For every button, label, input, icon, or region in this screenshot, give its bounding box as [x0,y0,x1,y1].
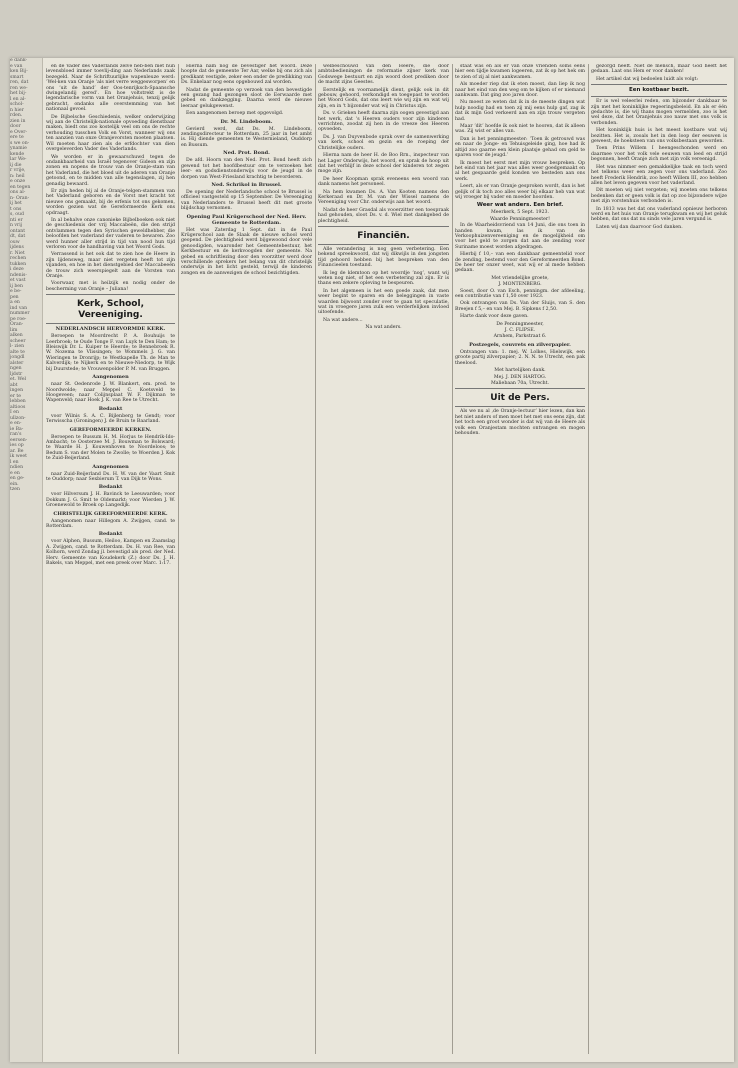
paragraph: Harte dank voor deze gaven. [460,314,529,320]
margin-text-fragment: ik weet [10,454,27,459]
paragraph: Ook ontvangen van Ds. Van der Sluijs, van S. den Breejen f 5,– en van Mej. B. Sipkens f 2,50. [455,301,585,312]
rule [46,294,175,295]
margin-text-fragment: ljdstr [10,371,23,377]
margin-text-fragment: smart [10,74,24,80]
column-separator [588,64,589,1054]
subheading: Bedankt [98,531,123,538]
margin-text-fragment: ran's [10,432,22,437]
subheading: Aangenomen [92,374,129,381]
subheading: Dr. M. Lindeboom. [220,118,273,125]
subheading: GEREFORMEERDE KERKEN. [69,426,152,433]
paragraph: Soest, door O. van Esch, penningm. der afdeeling, een contributie van f 1,50 over 1923. [455,288,585,300]
subheading: Aangenomen [92,463,129,470]
paragraph: Hierna nam nog de bevestiger het woord. Deze hoopte dat de gemeente Ter Aar, welke bij ons zich als predikant vestigde, zeker een onder de predikking van Ds. Enkelaar nog eens opgebouwd zal worden. [181,64,312,86]
treasurer-name: J. C. FLIPSE. [504,328,536,334]
postal-address: Maliebaan 70a, Utrecht. [490,380,550,386]
paragraph: Eerstelijk en voornamelijk dient, gelijk ook in dit gebouw, gehoord, verkondigd en toegepast te worden het Woord Gods, dat ons leert wie wij zijn en wat wij zijn, en in 't bijzonder wat wij in Christus zijn. [318,87,449,109]
paragraph: Ds. v. Grieken heeft daarna zijn oogen gevestigd aan het werk, dat 's Heeren ouders voor zijn kinderen verrichten, zoodat zij hen in de vreeze des Heeren opvoeden. [318,111,449,133]
margin-text-fragment: kende [10,151,25,157]
letter-salutation: Waarde Penningmeester! [490,216,550,222]
margin-text-fragment: n: heil [10,173,25,179]
margin-text-fragment: alte te [10,349,25,355]
margin-text-fragment: ingen [10,388,24,393]
margin-text-fragment: ken Bij- [10,69,28,74]
paragraph: In het algemeen is het een goede zaak, dat men weer begint te sparen en de beleggingen in vaste waarden bijwoont zonder over te gaan tot speculatie, wat in vroegere jaren zulk een verderfelijken invloed uitoefende. [318,288,449,316]
subheading: Ned. Schrikol in Brussel. [211,181,282,188]
paragraph: Hierna nam de heer H. de Boo Rrn., inspecteur van het Lager Onderwijs, het woord, en sprak de hoop uit dat het verblijf in deze school der kinderen tot zegen moge zijn. [318,153,449,175]
margin-text-fragment: er te [10,393,21,399]
margin-text-fragment: rechen [10,256,27,261]
paragraph: In 1813 was het dat ons vaderland opnieuw herboren werd en het huis van Oranje terugkwam en wij het geluk hebben, dat ons dat nu sinds vele jaren vergund is. [591,206,727,223]
paragraph: Nu moest ze weten dat ik in de meeste dingen wat hulp noodig had en toen zij mij eens hulp gaf, zag ik dat ik mijn God verkeerd aan en zijn trouw vergeten had. [455,100,585,122]
paragraph: Het was Zaterdag 1 Sept. dat in de Paul Krügerschool aan de Slaak de nieuwe school werd geopend. De plechtigheid werd bijgewoond door vele genoodigden, waaronder het Gemeentebestuur, het Kerkbestuur en de kerkvoogden der gemeente. Na gebed en schriftlezing door den voorzitter werd door verschillende sprekers het belang van dit christelijk onderwijs in het licht gesteld, terwijl de kinderen zongen en de aanwezigen de school bezichtigden. [181,227,312,276]
paragraph: Een aangenomen beroep met opgevolgd. [186,111,284,117]
paragraph: Verrassend is het ook dat te zien hoe de Heere in zijn lijdensweg, maar niet vergeten heeft tot zijn vijanden, en hoe in het dienstgebied der Maccabeeën de trouw zich weerspiegelt aan de Vorsten van Oranje. [46,252,175,280]
margin-text-fragment: pe roe- [10,316,27,322]
margin-text-fragment: schol- [10,102,24,107]
margin-text-fragment: n hier [10,107,24,113]
paragraph: voor Wilnis S. A. C. Bijlenberg te Gendt; voor Terwisscha (Groningen) J. de Bruin te Baarland. [46,413,175,425]
section-title: Kerk, School, Vereeniging. [77,299,144,321]
paragraph: voor Alphen, Bussum, Heiloo, Kampen en Zaamslag A. Zwijgen, cand. te Rotterdam. Ds. H. van Ree, van Kolhorn, werd Zondag jl. bevestigd als pred. der Ned. Herv. Gemeente van Koudekerk (Z.) door Ds. J. H. Bakels, van Meppel, met een preek over Marc. 1:17. [46,539,175,567]
margin-text-fragment: l en [10,459,19,465]
margin-text-fragment: ere te [10,135,24,140]
margin-text-fragment: ij ben [10,283,23,289]
margin-text-fragment: door [10,124,21,129]
letter-signature: J. MONTENBERG. [498,282,542,288]
margin-text-fragment: s, oud [10,212,24,217]
margin-text-fragment: ons al- [10,190,26,195]
paragraph: Nadat de gemeente op verzoek van den bevestigde een gezang had gezongen sloot de Eerwaarde met gebed en dankzegging. Daarna werd de nieuwe leeraar gelukgewenst. [181,87,312,109]
paragraph: Er is wel veleerlei reden, om bijzonder dankbaar te zijn met het koninklijke regeeringsbeleid. En als er één gedachte is, die wij thans mogen vermelden, zoo is het wel deze, dat het Oranjehuis zoo nauw met ons volk is verbonden. [591,99,727,126]
financial-title: Financiën. [357,230,410,241]
rule [318,226,449,227]
paragraph: Maar ‘dit’ hoefde ik ook niet te hooren, dat ik alleen was. Zij wist er alles van. [455,124,585,135]
margin-text-fragment: ndenis- [10,272,27,278]
paragraph: Als moeder riep dat ik eten moest, dan liep ik nog naar het eind van den weg om te kijken of er niemand aankwam. Dat ging zoo jaren door. [455,82,585,99]
paragraph: naar Zuid-Beijerland Ds. H. W. van der Vaart Smit te Ouddorp; naar Sexbierum T. van Dijk te Wons. [46,471,175,482]
paragraph: en de Vader des Vaderlands zelve heb-ben met hun levensbloed immer toevlij-ding aan Nederlands zaak bezegeld. Naar de Schriftuurlijke wapenleuze werd: ‘Wel-ken van Oranje ‘als niet verre weggesworpen’ en ons ‘uit de hand’ der Oos-tenrijksch-Spaansche dwingelandij gered’. En hoe voltstrekt is de legendarische vorm van het Oranjehuis, tenzij gelijk gebracht, ondanks alle overstemming van het nationaal gevoel. [46,64,175,113]
margin-text-fragment: tukken [10,261,27,267]
paragraph: Ontvangen van: 1. mej. W. Lolkes, Hielswijk, een groote partij zilverpapier; 2. N. N. te Utrecht, een pak theelood. [455,349,585,366]
paragraph: In al behalve onze canonieke Bijbelboeken ook niet de geschiedenis der vrij Maccabeën, die den strijd ontvlammen tegen den Syrischen geweldhebber, die beloofden het vaderland der vaderen te bewaren. Zoo werd hunner aller strijd in tijd van nood hun tijd verloren voor de handhaving van het Woord Gods. [46,217,175,250]
subheading: Ned. Prot. Bond. [223,150,270,157]
rule [591,84,727,85]
treasurer-label: De Penningmeester, [496,321,544,327]
paragraph: Dit moeten wij niet vergeten; wij moeten ons telkens bedenken dat er geen volk is dat op zoo bijzondere wijze met zijn vorstenhuis verbonden is. [591,188,727,205]
paragraph: Laten wij dan daarvoor God danken. [596,224,683,230]
margin-text-fragment: l- zien [10,344,25,349]
paragraph: Hierbij f 10,– van een dankbaar gemeentelid voor de zending, bestemd voor den Gereformeerden Bond. De heer ter onzer weet, wat wij er al mede hebben gedaan. [455,252,585,274]
column-separator [315,64,316,1054]
paragraph: Dan is het penningmeester: ‘Toen ik getrouwd was en naar de Jonge- en Tehuisgeleide ging, hoe had ik altijd zoo gaarne een klein plaatsje gehad om geld te sparen voor de jeugd.’ [455,136,585,159]
column-separator [178,64,179,1054]
margin-text-fragment: n- Oran- [10,195,30,201]
paragraph: Beroepen te Bussum H. M. Horjus te Hendrik-Ido-Ambacht; te Oosterzee M. J. Bouwman te Bolsward; te Waarde H. J. Kouwenhoven te Noordeloos; te Bedum S. van der Molen te Zwolle; te Woerden J. Kok te Zuid-Beijerland. [46,434,175,462]
margin-text-fragment: scheer [10,338,26,344]
margin-text-fragment: en tegen [10,184,31,190]
paragraph: Aangenomen naar Hillegom A. Zwijgen, cand. te Rotterdam. [46,518,175,529]
margin-text-fragment: ies op [10,443,24,448]
margin-text-fragment: ein. [10,481,19,487]
column-3 [318,64,449,1054]
press-title: Uit de Pers. [490,393,550,404]
paragraph: Beroepen te Moordrecht P. A. Bouhuijs te Leerbroek; te Oude Tonge F. van Luyk te Den Ham; te Bleiswijk Dr. L. Kuiper te Heerde; te Bennebroek R. W. Nozema te Vlissingen; te Wommels J. G. van Wieringen te Dronrijp; te Westkapelle Th. de Man te Kalverdijk; te Nijkerk en te Nieuwe-Niedorp, te Wijk bij Duurstede; te Vrouwenpolder P. M. van Bruggen. [46,334,175,372]
margin-text-fragment: t ons [10,206,22,212]
margin-text-fragment: e Over- [10,129,28,135]
paragraph: staat was en als er van onze vrienden soms eens hier een tijdje kwamen logeeren, zat ik op het hek om te zien of zij al niet aankwamen. [455,64,585,80]
margin-text-fragment: r. Niet [10,250,25,256]
rule [46,323,175,324]
margin-text-fragment: nti er [10,217,23,223]
paragraph: Er zijn heden bij al de Oranje-telgen-stammen van het Vaderland geboren en de Vorst met kracht tot nieuwe ons gemaakt, bij de erfenis tot ons gekomen, worden gezien wat de Gereformeerde Kerk ons opdraagt. [46,188,175,216]
margin-text-fragment: ij die [10,162,22,168]
paragraph: Nadat de heer Grasdal als vooerzitter een toespraak had gehouden, sloot Ds. v. d. Wiel met dankgebed de plechtigheid. [318,207,449,224]
paragraph: De opening der Nederlandsche school te Brussel is officieel vastgesteld op 15 September. De Vereeniging van Nederlanders te Brussel heeft dit met groote blijdschap vernomen. [181,189,312,212]
margin-text-fragment: et vast [10,278,26,283]
subheading: CHRISTELIJK GEREFORMEERDE KERK. [53,510,168,517]
margin-text-fragment: ij het [10,201,22,206]
paragraph: Het artikel dat wij bedoelen luidt als volgt: [596,76,699,82]
column-separator [452,64,453,1054]
margin-text-fragment: l en al- [10,96,26,102]
margin-text-fragment: dt, dat [10,234,26,239]
rule [455,406,585,407]
paragraph: Gevierd werd, dat Ds. M. Lindeboom, zendingsdirecteur te Rotterdam, 25 jaar in het ambt is. Hij diende gemeenten te Westernieland, Ouddorp en Bussum. [181,126,312,148]
margin-text-fragment: I en [10,410,19,415]
margin-text-fragment: Oran- [10,322,24,327]
treasurer-address: Arnhem, Parkstraat 6. [493,334,547,340]
margin-text-fragment: lar We- [10,157,27,162]
margin-text-fragment: tzen [10,487,20,492]
margin-text-fragment: e en [10,470,20,476]
paragraph: Na hem kwamen Ds. A. Van Kooten namens den Kerkeraad en Dr. M. van der Wissel namens de Vereeniging voor Chr. onderwijs aan het woord. [318,189,449,206]
paragraph: Na wat andere... [323,317,363,323]
margin-text-fragment: a en [10,300,20,305]
margin-text-fragment: jongdl [10,355,25,360]
paragraph: Het was nimmer een gemakkelijke taak en toch werd het telkens weer een zegen voor ons vaderland. Zoo heeft Frederik Hendrik, zoo heeft Willem III, zoo hebben allen het leven gegeven voor het vaderland. [591,164,727,186]
margin-text-fragment: en ge- [10,476,25,481]
paragraph: gezorgd heeft. Niet de mensch, maar God heeft het gedaan. Laat ons Hem er voor danken! [591,64,727,75]
paragraph: Als we nu al ‚de Oranje-lectuur‘ hier lezen, dan kan het niet anders of men moet het met ons eens zijn, dat het toch een groot wonder is dat wij van de Heere als volk een Oranjestam mochten ontvangen en mogen behouden. [455,409,585,436]
margin-text-fragment: pen [10,294,19,300]
margin-text-fragment: i deze [10,267,24,272]
margin-text-fragment: ynamie [10,146,27,151]
margin-text-fragment: altioos [10,404,26,410]
margin-text-fragment: r vrije, [10,168,26,173]
margin-text-fragment: ind van [10,305,28,311]
postal-thanks: Met hartelijken dank. [494,368,546,374]
paragraph: Alle verandering is nog geen verbetering. Een bekend spreekwoord, dat wij dikwijls in den jongsten tijd gehoord hebben bij het bespreken van den Financieelen toestand. [318,246,449,269]
paragraph: In de Waarheidsvriend van 14 Juni, die ons toen in handen kwam, las ik van de Verkoophuizenvereeniging en de mogelijkheid om voor het geld te zorgen dat aan de zending voor Suriname moest worden afgedragen. [455,223,585,250]
subheading: Bedankt [98,405,123,412]
paragraph: voor Hilversum J. H. Bavinck te Leeuwarden; voor Dokkum J. G. Smit te Oldemarkt; voor Wierden J. W. Groenewold te Broek op Langedijk. [46,492,175,509]
subheading: NEDERLANDSCH HERVORMDE KERK. [55,326,166,333]
margin-text-fragment: ngen [10,366,22,371]
paragraph: Ik leg de klemtoon op het woordje ‘nog’, want wij weten nog niet, of het een verbetering zal zijn. Er is thans een zekere opleving te bespeuren. [318,270,449,287]
margin-text-fragment: e dank- [10,58,28,63]
margin-text-fragment: ullzon- [10,415,26,421]
margin-text-fragment: ndien [10,465,24,470]
left-margin-fragment [10,58,43,1062]
paragraph: welbeschouwd van den Heere, die door ambtsbedieningen de reformatie zijner kerk van Godswege bestuurt en zijn woord doet prediken door de macht zijns Geestes. [318,64,449,86]
margin-text-fragment: lim [10,327,18,333]
margin-text-fragment: ar. Be [10,448,24,454]
paragraph: Ik moest het eerst met mijn vrouw bespreken. Op het eind van het jaar was alles weer goedgemaakt en al het gespaarde geld konden we besteden aan ons werk. [455,160,585,182]
margin-text-fragment: n vrij [10,223,23,228]
postal-signature: Mej. J. DEN HARTOG. [493,374,547,380]
paragraph: Ds. J. van Duyvenbode sprak over de samenwerking van kerk, school en gezin en de roeping der Christelijke ouders. [318,134,449,151]
subheading: Opening Paul Krügerschool der Ned. Herv. Gemeente te Rotterdam. [186,213,307,226]
margin-text-fragment: rden. [10,113,23,118]
margin-text-fragment: e en- [10,421,22,426]
rule [455,388,585,389]
rule [591,96,727,97]
margin-text-fragment: abt [10,382,18,388]
paragraph: Toen Prins Willem I heengeschonden werd en daarmee voor het volk vele eeuwen van leed en strijd begonnen, heeft Oranje zich met zijn volk vereenigd. [591,146,727,163]
margin-text-fragment: alster [10,360,24,366]
letter-date: Meerkerk, 5 Sept. 1923. [490,210,549,216]
margin-text-fragment: ren, dat [10,80,29,85]
margin-text-fragment: lebben [10,399,26,404]
article-title: Een kostbaar bezit. [629,87,689,94]
margin-text-fragment: eersen- [10,437,28,443]
margin-text-fragment: e be- [10,289,22,294]
rule [318,244,449,245]
margin-text-fragment: ouw [10,239,20,245]
paragraph: naar St. Oedenrode J. W. Blankert, em. pred. te Noordwolde; naar Meppel C. Koetsveld te Hoogeveen; naar Colijnsplaat W. F. Dijkman te Wapenveld; naar Hoek J. K. van Ree te Utrecht. [46,382,175,404]
paragraph: De Bijbelsche Geschiedenis, welker onderwijzing wij aan de Christelijk-nationale opvoeding dienstbaar maken, biedt ons zoo kostelijk veel om ons de rechte verhouding tusschen Volk en Vorst, wanneer wij ons ten aanzien van onze Oranjevorsten moeten plaatsen. Wil moeten haar zien als de erfdochter van dien overgeleverden Vader des Vaderlands. [46,114,175,153]
margin-text-fragment: ontant [10,228,26,234]
margin-text-fragment: e onze [10,179,26,184]
newspaper-page [10,58,734,1062]
signoff: Na wat anders. [365,325,402,331]
column-2 [181,64,312,1054]
paragraph: De heer Koopman sprak eveneens een woord van dank namens het personeel. [318,176,449,188]
column-1 [46,64,175,1054]
postal-heading: Postzegels, couvrets en zilverpapier. [469,341,571,348]
margin-text-fragment: ijdens [10,245,24,250]
paragraph: Leert, als er van Oranje gesproken wordt, dan is het gelijk of ik toch zoo alles weer bij elkaar heb van wat wij vroeger bij vader en moeder hoorden. [455,184,585,200]
paragraph: De afd. Hoorn van den Ned. Prot. Bond heeft zich gewend tot het hoofdbestuur om te verzoeken het leer- en godsdienstonderwijs voor de jeugd in de dorpen van West-Friesland krachtig te bevorderen. [181,158,312,180]
paragraph: Voorwaar, met is heilzijk en nodig onder de bescherming van Oranje – Juliana! [46,281,175,292]
margin-text-fragment: alken [10,333,23,338]
margin-text-fragment: nummer [10,311,30,316]
margin-text-fragment: ie Ba- [10,426,24,432]
letter-greeting: Met vriendelijke groete, [491,275,549,281]
margin-text-fragment: e van [10,63,23,69]
margin-text-fragment: ren we- [10,85,28,91]
paragraph: Het koninklijk huis is het meest kostbare wat wij bezitten. Het is, zooals het in den loop der eeuwen is geweest, de hoeksteen van ons volksbestaan geworden. [591,128,727,145]
margin-text-fragment: et. Wel [10,377,27,382]
column-4 [455,64,585,1054]
margin-text-fragment: het bij- [10,91,27,96]
margin-text-fragment: s we on- [10,140,30,146]
margin-text-fragment: zien in [10,118,26,124]
subheading: Bedankt [98,484,123,491]
letter-title: Weer wat anders. Een brief. [476,202,564,209]
column-5 [591,64,727,1054]
paragraph: We worden er in gewaarschuwd tegen de ondankbaarheid van Israël tegenover Gideon en zijn zonen en nopens de trouw van de Oranje-stam van het Vaderland, die het bloed uit de aderen van Oranje getoond, en te midden van alle tegenslagen, zij hen genadig bewaard. [46,154,175,187]
